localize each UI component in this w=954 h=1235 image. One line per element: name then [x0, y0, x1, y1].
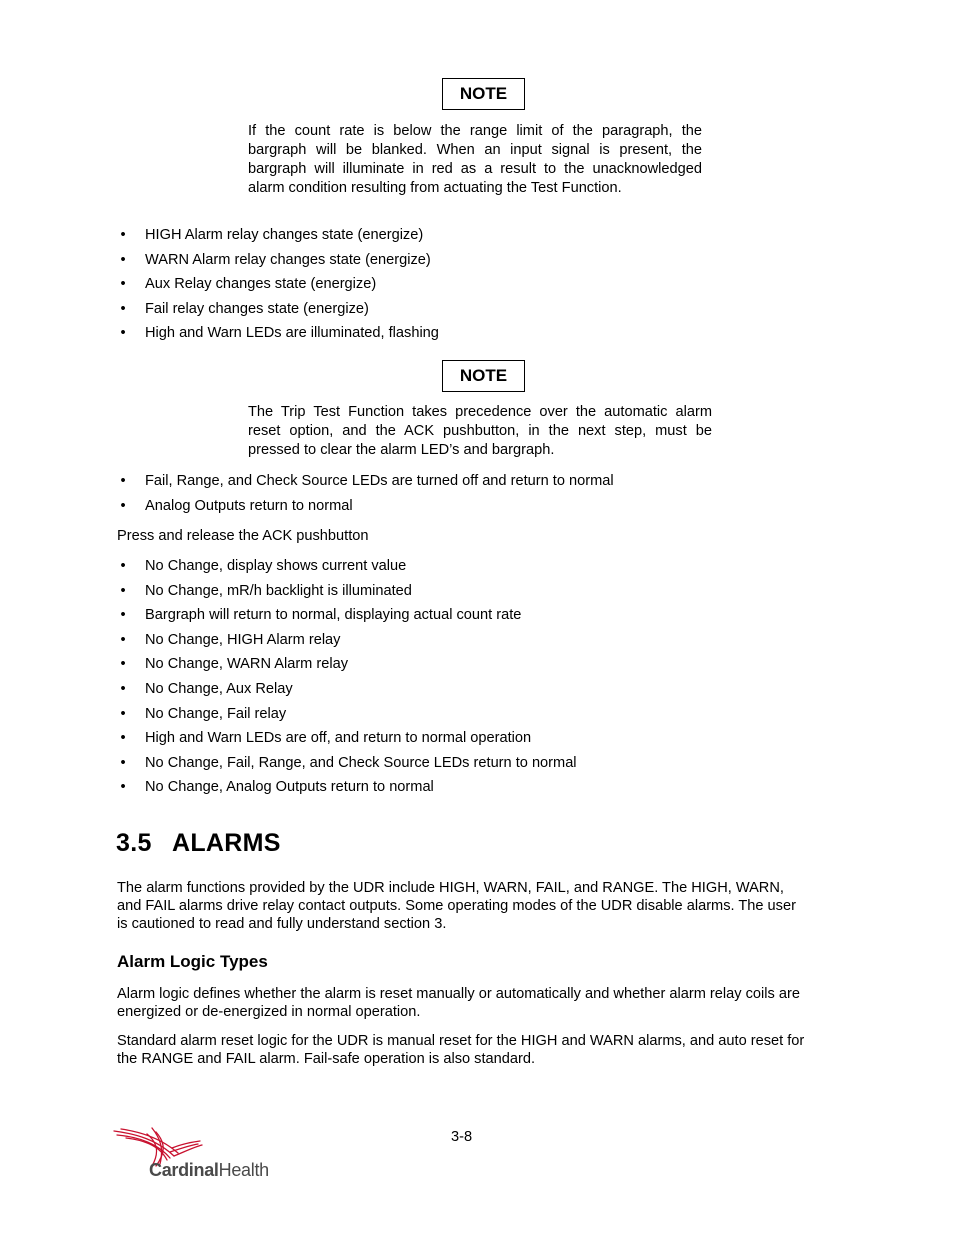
- list-item: • No Change, Aux Relay: [117, 680, 577, 698]
- logo-text-bold: Cardinal: [149, 1160, 219, 1180]
- paragraph-line: Alarm logic defines whether the alarm is reset manually or automatically and whether alarm relay coils are: [117, 986, 800, 1002]
- bullet-icon: •: [120, 325, 126, 342]
- subsection-heading: Alarm Logic Types: [117, 952, 268, 971]
- section-number: 3.5: [116, 829, 152, 857]
- note-text: [248, 122, 702, 198]
- paragraph-line: energized or de-energized in normal operation.: [117, 1004, 421, 1020]
- list-item: • No Change, Fail, Range, and Check Source LEDs return to normal: [117, 754, 577, 772]
- instruction-text: Press and release the ACK pushbutton: [117, 528, 369, 544]
- bullet-icon: •: [120, 680, 126, 697]
- note-line: bargraph will be blanked. When an input signal is present, the: [248, 142, 702, 158]
- note-line: The Trip Test Function takes precedence over the automatic alarm: [248, 404, 712, 420]
- paragraph-line: and FAIL alarms drive relay contact outputs. Some operating modes of the UDR disable alarms. The user: [117, 898, 796, 914]
- bullet-icon: •: [120, 730, 126, 747]
- note-line: reset option, and the ACK pushbutton, in the next step, must be: [248, 423, 712, 439]
- bullet-icon: •: [120, 779, 126, 796]
- list-item: • HIGH Alarm relay changes state (energize): [117, 226, 439, 244]
- bullet-icon: •: [120, 558, 126, 574]
- paragraph-line: The alarm functions provided by the UDR include HIGH, WARN, FAIL, and RANGE. The HIGH, WARN,: [117, 880, 784, 896]
- bullet-icon: •: [120, 607, 126, 624]
- bullet-icon: •: [120, 631, 126, 648]
- bullet-list: [117, 557, 577, 803]
- list-item: • High and Warn LEDs are illuminated, flashing: [117, 324, 439, 342]
- list-item: • No Change, display shows current value: [117, 557, 577, 575]
- bullet-icon: •: [120, 497, 126, 514]
- paragraph-line: the RANGE and FAIL alarm. Fail-safe operation is also standard.: [117, 1051, 536, 1067]
- bullet-icon: •: [120, 473, 126, 489]
- section-title: ALARMS: [172, 829, 281, 857]
- bullet-icon: •: [120, 582, 126, 599]
- list-item: • Analog Outputs return to normal: [117, 497, 614, 515]
- subsection-paragraph: [117, 985, 857, 1021]
- list-item: • No Change, Analog Outputs return to normal: [117, 778, 577, 796]
- page-number: 3-8: [451, 1129, 473, 1145]
- list-item: • No Change, Fail relay: [117, 705, 577, 723]
- note-label-box: NOTE: [442, 78, 525, 110]
- note-label-box: NOTE: [442, 360, 525, 392]
- bullet-icon: •: [120, 300, 126, 317]
- subsection-paragraph: [117, 1032, 857, 1068]
- note-line: alarm condition resulting from actuating the Test Function.: [248, 180, 622, 196]
- bullet-list: [117, 226, 439, 349]
- note-line: If the count rate is below the range limit of the paragraph, the: [248, 123, 702, 139]
- list-item: • Aux Relay changes state (energize): [117, 275, 439, 293]
- section-paragraph: [117, 879, 857, 933]
- paragraph-line: Standard alarm reset logic for the UDR is manual reset for the HIGH and WARN alarms, and auto reset for: [117, 1033, 805, 1049]
- section-heading: [116, 829, 281, 858]
- paragraph-line: is cautioned to read and fully understand section 3.: [117, 916, 447, 932]
- bullet-icon: •: [120, 251, 126, 268]
- note-text: [248, 403, 712, 460]
- list-item: • High and Warn LEDs are off, and return to normal operation: [117, 729, 577, 747]
- bullet-icon: •: [120, 276, 126, 293]
- logo-wordmark: [149, 1160, 269, 1181]
- list-item: • No Change, mR/h backlight is illuminated: [117, 582, 577, 600]
- list-item: • No Change, WARN Alarm relay: [117, 655, 577, 673]
- bullet-icon: •: [120, 656, 126, 673]
- bullet-list: [117, 472, 614, 521]
- note-line: pressed to clear the alarm LED’s and bargraph.: [248, 442, 555, 458]
- list-item: • Bargraph will return to normal, displaying actual count rate: [117, 606, 577, 624]
- list-item: • Fail relay changes state (energize): [117, 300, 439, 318]
- bullet-icon: •: [120, 705, 126, 722]
- logo-text-light: Health: [218, 1160, 269, 1180]
- list-item: • Fail, Range, and Check Source LEDs are turned off and return to normal: [117, 472, 614, 490]
- cardinal-health-logo: [112, 1126, 272, 1184]
- list-item: • WARN Alarm relay changes state (energize): [117, 251, 439, 269]
- bullet-icon: •: [120, 754, 126, 771]
- note-line: bargraph will illuminate in red as a result to the unacknowledged: [248, 161, 702, 177]
- list-item: • No Change, HIGH Alarm relay: [117, 631, 577, 649]
- bullet-icon: •: [120, 227, 126, 243]
